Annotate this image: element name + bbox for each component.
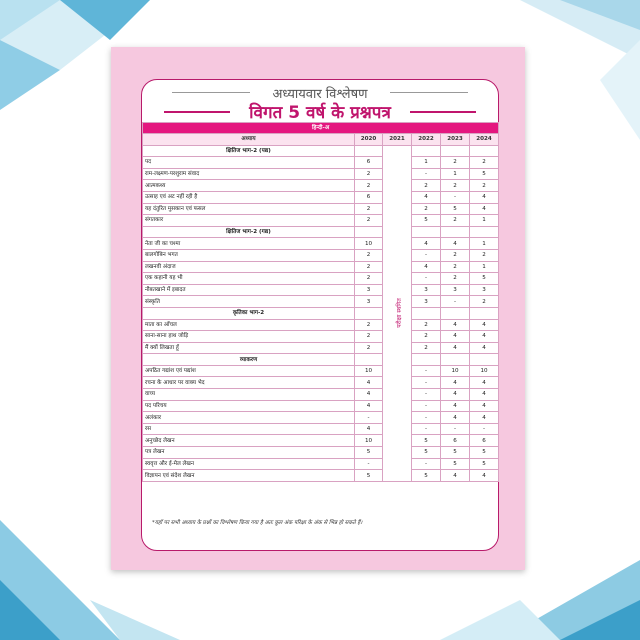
cell-2023 (441, 145, 470, 157)
section-row (143, 145, 499, 157)
table-row (143, 157, 499, 169)
section-heading: क्षितिज भाग-2 (पद्य) (143, 145, 355, 157)
value-2022: 5 (412, 470, 441, 482)
value-2020: 2 (355, 342, 383, 354)
chapter-name: अलंकार (143, 412, 355, 424)
table-row (143, 400, 499, 412)
value-2022: - (412, 400, 441, 412)
value-2020: 6 (355, 157, 383, 169)
value-2024: 2 (470, 296, 499, 308)
subject-band: हिन्दी-अ (143, 123, 499, 134)
value-2024: 4 (470, 342, 499, 354)
table-row (143, 319, 499, 331)
value-2023: 5 (441, 203, 470, 215)
header-row (143, 134, 499, 146)
chapter-name: पत्र लेखन (143, 447, 355, 459)
column-header-year: 2021 (383, 134, 412, 146)
value-2022: - (412, 389, 441, 401)
value-2024: 1 (470, 238, 499, 250)
chapter-name: एक कहानी यह भी (143, 273, 355, 285)
table-row (143, 261, 499, 273)
chapter-name: रस (143, 423, 355, 435)
value-2024: - (470, 423, 499, 435)
value-2020: - (355, 412, 383, 424)
value-2022: 5 (412, 215, 441, 227)
chapter-name: माता का आँचल (143, 319, 355, 331)
value-2024: 4 (470, 389, 499, 401)
column-header-year: 2024 (470, 134, 499, 146)
value-2020: 3 (355, 284, 383, 296)
chapter-name: वाच्य (143, 389, 355, 401)
chapter-name: अनुच्छेद लेखन (143, 435, 355, 447)
value-2024: 10 (470, 365, 499, 377)
value-2024: 5 (470, 458, 499, 470)
section-heading: क्षितिज भाग-2 (गद्य) (143, 226, 355, 238)
cell-2023 (441, 226, 470, 238)
chapter-name: पद (143, 157, 355, 169)
value-2022: 1 (412, 157, 441, 169)
value-2024: 2 (470, 157, 499, 169)
value-2020: 10 (355, 365, 383, 377)
cell-2022 (412, 145, 441, 157)
value-2020: 3 (355, 296, 383, 308)
analysis-table (142, 122, 499, 482)
value-2024: 5 (470, 168, 499, 180)
value-2023: 2 (441, 180, 470, 192)
table-row (143, 203, 499, 215)
value-2020: 4 (355, 400, 383, 412)
value-2024: 5 (470, 273, 499, 285)
chapter-name: मैं क्यों लिखता हूँ (143, 342, 355, 354)
chapter-name: रचना के आधार पर वाक्य भेद (143, 377, 355, 389)
section-row (143, 307, 499, 319)
value-2024: 4 (470, 191, 499, 203)
value-2020: - (355, 458, 383, 470)
table-row (143, 389, 499, 401)
column-header-chapter: अध्याय (143, 134, 355, 146)
value-2023: 4 (441, 377, 470, 389)
chapter-name: आत्मकथ्य (143, 180, 355, 192)
value-2023: 4 (441, 342, 470, 354)
table-row (143, 447, 499, 459)
table-row (143, 180, 499, 192)
value-2023: 2 (441, 249, 470, 261)
cell-2024 (470, 307, 499, 319)
value-2022: 2 (412, 180, 441, 192)
value-2024: 4 (470, 331, 499, 343)
value-2024: 3 (470, 284, 499, 296)
value-2023: 2 (441, 261, 470, 273)
value-2023: 4 (441, 238, 470, 250)
value-2023: 1 (441, 168, 470, 180)
chapter-name: राम-लक्ष्मण-परशुराम संवाद (143, 168, 355, 180)
table-row (143, 365, 499, 377)
cell-2023 (441, 307, 470, 319)
chapter-name: पद परिचय (143, 400, 355, 412)
column-header-year: 2023 (441, 134, 470, 146)
chapter-name: बालगोबिन भगत (143, 249, 355, 261)
column-header-year: 2020 (355, 134, 383, 146)
table-row (143, 423, 499, 435)
cell-2020 (355, 307, 383, 319)
value-2020: 5 (355, 470, 383, 482)
chapter-name: संगतकार (143, 215, 355, 227)
value-2023: 4 (441, 389, 470, 401)
footnote: *यहाँ पर सभी अध्याय के प्रश्नों का विश्लेषण किया गया है अतः कुल अंक परिक्षा के अंक से भिन्न हो सकते हैं। (152, 520, 363, 526)
value-2023: 10 (441, 365, 470, 377)
cell-2024 (470, 145, 499, 157)
value-2023: - (441, 423, 470, 435)
value-2024: 4 (470, 400, 499, 412)
chapter-name: लखनवी अंदाज (143, 261, 355, 273)
value-2024: 1 (470, 261, 499, 273)
value-2023: 4 (441, 319, 470, 331)
value-2020: 2 (355, 273, 383, 285)
value-2022: 4 (412, 238, 441, 250)
value-2022: - (412, 365, 441, 377)
value-2022: - (412, 412, 441, 424)
table-row (143, 273, 499, 285)
table-row (143, 168, 499, 180)
value-2022: 2 (412, 331, 441, 343)
value-2023: 4 (441, 331, 470, 343)
value-2020: 2 (355, 249, 383, 261)
value-2024: 2 (470, 249, 499, 261)
cell-2020 (355, 145, 383, 157)
table-row (143, 458, 499, 470)
cell-2024 (470, 226, 499, 238)
value-2023: 5 (441, 458, 470, 470)
value-2024: 6 (470, 435, 499, 447)
value-2024: 4 (470, 412, 499, 424)
cell-2023 (441, 354, 470, 366)
value-2023: 4 (441, 470, 470, 482)
value-2020: 2 (355, 180, 383, 192)
value-2020: 2 (355, 261, 383, 273)
value-2024: 4 (470, 203, 499, 215)
value-2020: 4 (355, 377, 383, 389)
value-2024: 5 (470, 447, 499, 459)
chapter-name: यह दंतुरित मुसकान एवं फसल (143, 203, 355, 215)
table-row (143, 331, 499, 343)
chapter-name: उत्साह एवं अट नहीं रही है (143, 191, 355, 203)
analysis-card (141, 79, 499, 551)
band-row (143, 123, 499, 134)
value-2023: 4 (441, 412, 470, 424)
value-2024: 2 (470, 180, 499, 192)
value-2023: 2 (441, 273, 470, 285)
cell-2024 (470, 354, 499, 366)
value-2020: 2 (355, 319, 383, 331)
section-heading: कृतिका भाग-2 (143, 307, 355, 319)
section-row (143, 354, 499, 366)
table-row (143, 435, 499, 447)
value-2020: 10 (355, 435, 383, 447)
value-2022: - (412, 249, 441, 261)
value-2020: 2 (355, 331, 383, 343)
table-row (143, 238, 499, 250)
document-page (111, 47, 525, 570)
table-row (143, 470, 499, 482)
value-2022: - (412, 377, 441, 389)
section-heading: व्याकरण (143, 354, 355, 366)
value-2023: - (441, 296, 470, 308)
value-2022: 2 (412, 203, 441, 215)
value-2022: 5 (412, 447, 441, 459)
merged-2021-cell (383, 145, 412, 481)
cell-2022 (412, 226, 441, 238)
value-2022: - (412, 168, 441, 180)
value-2022: 2 (412, 319, 441, 331)
kicker-text: अध्यायवार विश्लेषण (272, 87, 368, 102)
value-2020: 2 (355, 168, 383, 180)
value-2020: 2 (355, 215, 383, 227)
table-row (143, 191, 499, 203)
cell-2020 (355, 354, 383, 366)
chapter-name: नौबतखाने में इबादत (143, 284, 355, 296)
exam-postponed-label: परीक्षा स्थगित (395, 298, 403, 328)
column-header-year: 2022 (412, 134, 441, 146)
value-2023: 2 (441, 157, 470, 169)
section-row (143, 226, 499, 238)
value-2020: 5 (355, 447, 383, 459)
table-row (143, 377, 499, 389)
table-row (143, 215, 499, 227)
value-2020: 4 (355, 389, 383, 401)
value-2023: 3 (441, 284, 470, 296)
chapter-name: नेता जी का चश्मा (143, 238, 355, 250)
table-row (143, 342, 499, 354)
chapter-name: अपठित गद्यांश एवं पद्यांश (143, 365, 355, 377)
value-2024: 1 (470, 215, 499, 227)
cell-2020 (355, 226, 383, 238)
table-row (143, 412, 499, 424)
value-2020: 10 (355, 238, 383, 250)
value-2024: 4 (470, 470, 499, 482)
chapter-name: साना-साना हाथ जोड़ि (143, 331, 355, 343)
value-2022: - (412, 423, 441, 435)
value-2024: 4 (470, 319, 499, 331)
value-2020: 4 (355, 423, 383, 435)
value-2020: 2 (355, 203, 383, 215)
value-2023: 4 (441, 400, 470, 412)
chapter-name: स्ववृत्त और ई-मेल लेखन (143, 458, 355, 470)
value-2024: 4 (470, 377, 499, 389)
page-title: विगत 5 वर्ष के प्रश्नपत्र (249, 103, 391, 123)
value-2022: - (412, 458, 441, 470)
value-2022: 4 (412, 261, 441, 273)
value-2023: 5 (441, 447, 470, 459)
cell-2022 (412, 354, 441, 366)
table-row (143, 296, 499, 308)
table-row (143, 284, 499, 296)
value-2022: 4 (412, 191, 441, 203)
value-2022: 3 (412, 284, 441, 296)
chapter-name: विज्ञापन एवं संदेश लेखन (143, 470, 355, 482)
table-row (143, 249, 499, 261)
value-2022: - (412, 273, 441, 285)
chapter-name: संस्कृति (143, 296, 355, 308)
cell-2022 (412, 307, 441, 319)
value-2023: - (441, 191, 470, 203)
value-2023: 2 (441, 215, 470, 227)
value-2022: 3 (412, 296, 441, 308)
value-2022: 5 (412, 435, 441, 447)
value-2023: 6 (441, 435, 470, 447)
value-2020: 6 (355, 191, 383, 203)
value-2022: 2 (412, 342, 441, 354)
